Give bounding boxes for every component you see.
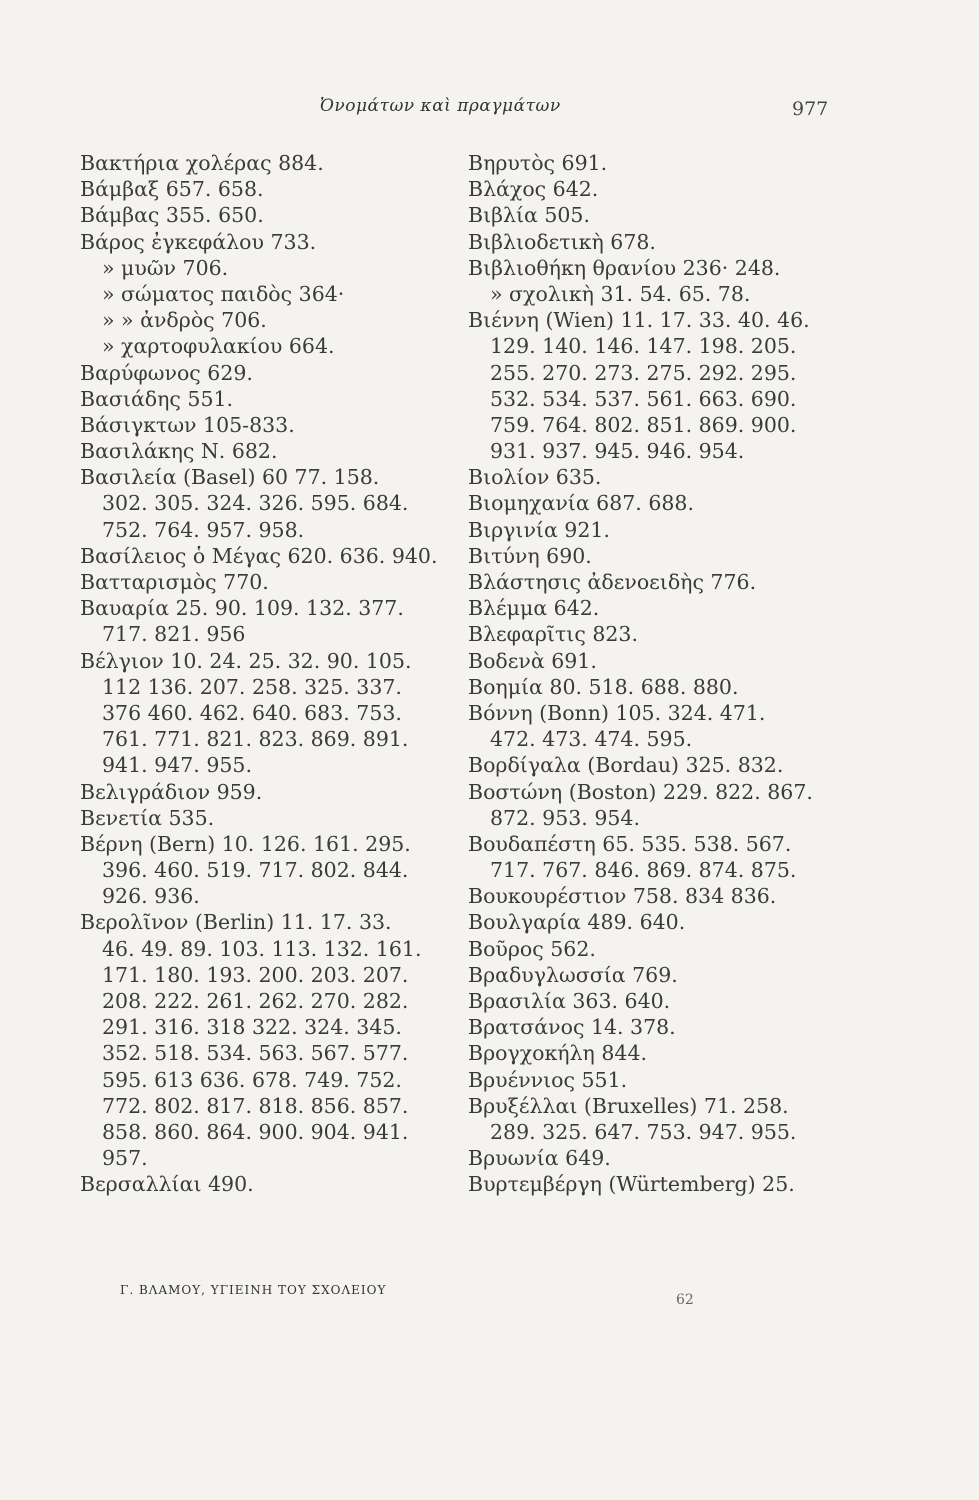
index-entry: 941. 947. 955. — [102, 753, 252, 778]
index-entry: Βερσαλλίαι 490. — [80, 1172, 254, 1197]
index-entry: Βαρύφωνος 629. — [80, 360, 253, 385]
index-entry: Βρυέννιος 551. — [468, 1067, 628, 1092]
index-entry: Βιβλία 505. — [468, 203, 590, 228]
index-entry: Βοδενὰ 691. — [468, 648, 597, 673]
index-entry: 957. — [102, 1146, 148, 1171]
index-entry: » χαρτοφυλακίου 664. — [102, 334, 335, 359]
index-entry: 376 460. 462. 640. 683. 753. — [102, 700, 402, 725]
index-entry: Βιργινία 921. — [468, 517, 610, 542]
running-header: Ὀνομάτων καὶ πραγμάτων — [320, 96, 561, 116]
index-entry: Βοῦρος 562. — [468, 936, 596, 961]
index-entry: Βρασιλία 363. 640. — [468, 989, 671, 1013]
index-entry: Βέλγιον 10. 24. 25. 32. 90. 105. — [80, 648, 412, 673]
index-entry: Βιέννη (Wien) 11. 17. 33. 40. 46. — [468, 308, 810, 333]
index-entry: 717. 821. 956 — [102, 622, 246, 647]
index-entry: Βασίλειος ὁ Μέγας 620. 636. 940. — [80, 543, 438, 568]
index-entry: 46. 49. 89. 103. 113. 132. 161. — [102, 936, 422, 961]
index-entry: Βασιλάκης Ν. 682. — [80, 439, 278, 464]
index-entry: 717. 767. 846. 869. 874. 875. — [490, 858, 797, 883]
index-entry: 291. 316. 318 322. 324. 345. — [102, 1015, 402, 1040]
index-entry: 752. 764. 957. 958. — [102, 517, 305, 542]
index-entry: Βόννη (Bonn) 105. 324. 471. — [468, 700, 766, 725]
index-entry: » σχολικὴ 31. 54. 65. 78. — [490, 281, 751, 306]
index-column-right — [468, 150, 813, 1198]
index-entry: Βιβλιοθήκη θρανίου 236· 248. — [468, 255, 781, 280]
index-entry: Βουλγαρία 489. 640. — [468, 910, 686, 935]
index-entry: Βιολίον 635. — [468, 465, 602, 490]
index-entry: 761. 771. 821. 823. 869. 891. — [102, 727, 409, 752]
index-entry: Βατταρισμὸς 770. — [80, 570, 269, 594]
index-entry: 926. 936. — [102, 884, 200, 909]
index-entry: Βάμβας 355. 650. — [80, 203, 264, 228]
index-entry: Βυρτεμβέργη (Würtemberg) 25. — [468, 1172, 795, 1197]
index-entry: Βουδαπέστη 65. 535. 538. 567. — [468, 831, 792, 856]
index-entry: Βάσιγκτων 105-833. — [80, 412, 295, 437]
index-entry: » μυῶν 706. — [102, 255, 229, 280]
index-entry: 255. 270. 273. 275. 292. 295. — [490, 360, 797, 385]
index-entry: Βηρυτὸς 691. — [468, 151, 608, 175]
index-entry: 595. 613 636. 678. 749. 752. — [102, 1067, 402, 1092]
index-entry: 129. 140. 146. 147. 198. 205. — [490, 334, 797, 359]
index-entry: Βακτήρια χολέρας 884. — [80, 151, 324, 175]
page-number: 977 — [792, 98, 829, 120]
index-entry: Βενετία 535. — [80, 805, 215, 830]
index-entry: » » ἀνδρὸς 706. — [102, 308, 267, 333]
index-entry: Βουκουρέστιον 758. 834 836. — [468, 884, 777, 909]
index-entry: Βρογχοκήλη 844. — [468, 1041, 648, 1066]
index-entry: Βραδυγλωσσία 769. — [468, 962, 678, 987]
index-entry: 289. 325. 647. 753. 947. 955. — [490, 1119, 797, 1144]
index-entry: Βλεφαρῖτις 823. — [468, 622, 638, 647]
index-entry: 872. 953. 954. — [490, 805, 640, 830]
index-entry: 772. 802. 817. 818. 856. 857. — [102, 1093, 409, 1118]
index-entry: Βορδίγαλα (Bordau) 325. 832. — [468, 753, 784, 778]
index-entry: 302. 305. 324. 326. 595. 684. — [102, 491, 409, 516]
index-entry: Βαυαρία 25. 90. 109. 132. 377. — [80, 596, 404, 621]
index-entry: 112 136. 207. 258. 325. 337. — [102, 674, 402, 699]
index-entry: Βάμβαξ 657. 658. — [80, 177, 264, 202]
index-entry: Βιομηχανία 687. 688. — [468, 491, 694, 516]
index-entry: Βρυξέλλαι (Bruxelles) 71. 258. — [468, 1093, 789, 1118]
printer-footer: Γ. ΒΛΑΜΟΥ, ΥΓΙΕΙΝΗ ΤΟΥ ΣΧΟΛΕΙΟΥ — [120, 1283, 387, 1297]
index-entry: Βασιάδης 551. — [80, 386, 234, 411]
index-entry: Βρατσάνος 14. 378. — [468, 1015, 676, 1040]
index-entry: 759. 764. 802. 851. 869. 900. — [490, 412, 797, 437]
index-entry: 396. 460. 519. 717. 802. 844. — [102, 858, 409, 883]
index-entry: Βρυωνία 649. — [468, 1146, 611, 1171]
index-entry: 472. 473. 474. 595. — [490, 727, 693, 752]
index-entry: 931. 937. 945. 946. 954. — [490, 439, 745, 464]
index-entry: Βασιλεία (Basel) 60 77. 158. — [80, 465, 380, 490]
index-entry: Βέρνη (Bern) 10. 126. 161. 295. — [80, 831, 411, 856]
index-entry: 532. 534. 537. 561. 663. 690. — [490, 386, 797, 411]
index-entry: 208. 222. 261. 262. 270. 282. — [102, 989, 409, 1013]
index-entry: Βλέμμα 642. — [468, 596, 600, 621]
index-entry: Βελιγράδιον 959. — [80, 779, 263, 804]
index-entry: Βιτύνη 690. — [468, 543, 592, 568]
index-entry: Βερολῖνον (Berlin) 11. 17. 33. — [80, 910, 392, 935]
index-entry: Βοστώνη (Boston) 229. 822. 867. — [468, 779, 813, 804]
index-entry: » σώματος παιδὸς 364· — [102, 281, 345, 306]
index-entry: 858. 860. 864. 900. 904. 941. — [102, 1119, 409, 1144]
index-entry: 171. 180. 193. 200. 203. 207. — [102, 962, 409, 987]
index-entry: Βιβλιοδετικὴ 678. — [468, 229, 656, 254]
index-entry: Βλάστησις ἀδενοειδὴς 776. — [468, 570, 757, 594]
index-entry: Βλάχος 642. — [468, 177, 599, 202]
index-entry: Βάρος ἐγκεφάλου 733. — [80, 229, 317, 254]
index-entry: 352. 518. 534. 563. 567. 577. — [102, 1041, 409, 1066]
signature-mark: 62 — [676, 1292, 694, 1308]
index-column-left — [80, 150, 437, 1198]
index-entry: Βοημία 80. 518. 688. 880. — [468, 674, 739, 699]
